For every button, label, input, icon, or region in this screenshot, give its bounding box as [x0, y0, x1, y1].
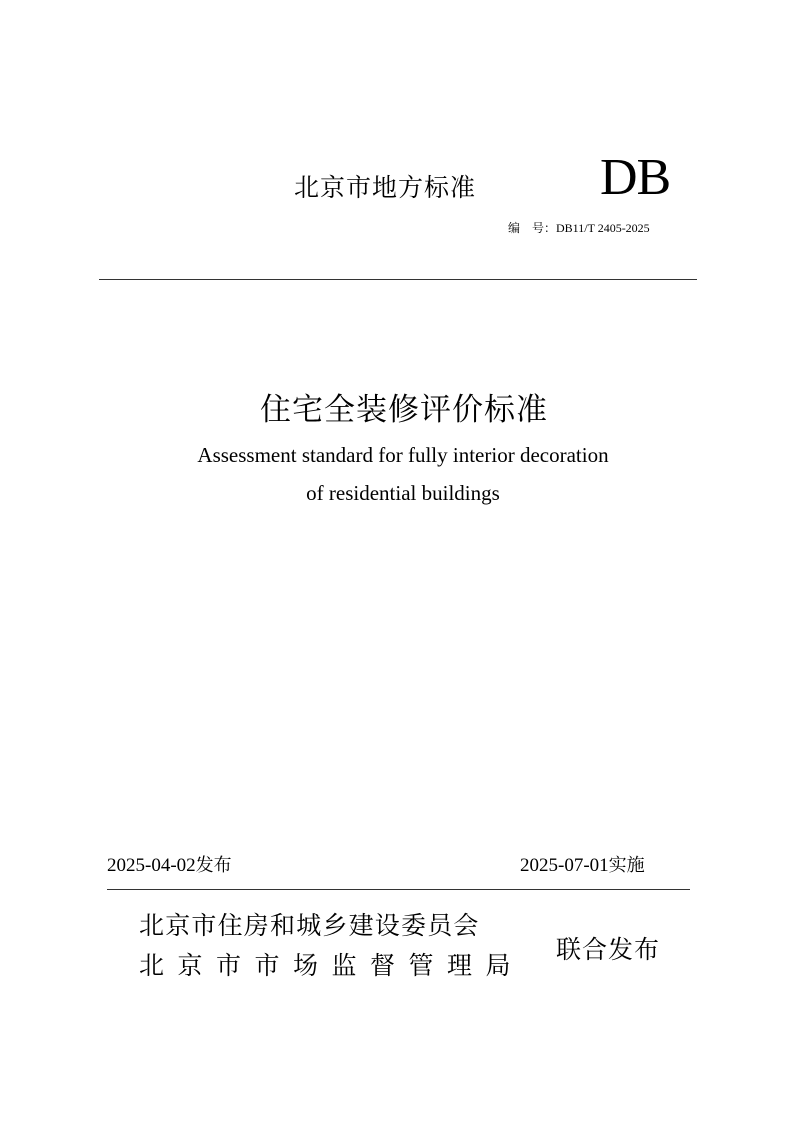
effective-date	[520, 851, 645, 877]
publish-date	[107, 851, 232, 877]
publish-date-label: 发布	[195, 855, 232, 876]
issuer-housing-commission: 北京市住房和城乡建设委员会	[139, 911, 480, 940]
issuer-market-regulation: 北京市市场监督管理局	[139, 951, 525, 980]
bottom-divider	[107, 889, 690, 890]
effective-date-label: 实施	[608, 855, 645, 876]
effective-date-value: 2025-07-01	[520, 855, 609, 876]
publish-date-value: 2025-04-02	[107, 855, 196, 876]
top-divider	[99, 279, 697, 280]
joint-release-label: 联合发布	[556, 935, 661, 964]
title-english-line1: Assessment standard for fully interior decoration	[197, 443, 609, 467]
title-english-line2: of residential buildings	[306, 481, 500, 505]
db-logo: DB	[600, 149, 671, 206]
standard-code: DB11/T 2405-2025	[556, 221, 650, 235]
standard-code-line	[508, 219, 650, 236]
title-chinese: 住宅全装修评价标准	[260, 392, 548, 428]
standard-code-label: 编 号：	[508, 221, 557, 235]
standard-type-heading: 北京市地方标准	[294, 173, 477, 202]
